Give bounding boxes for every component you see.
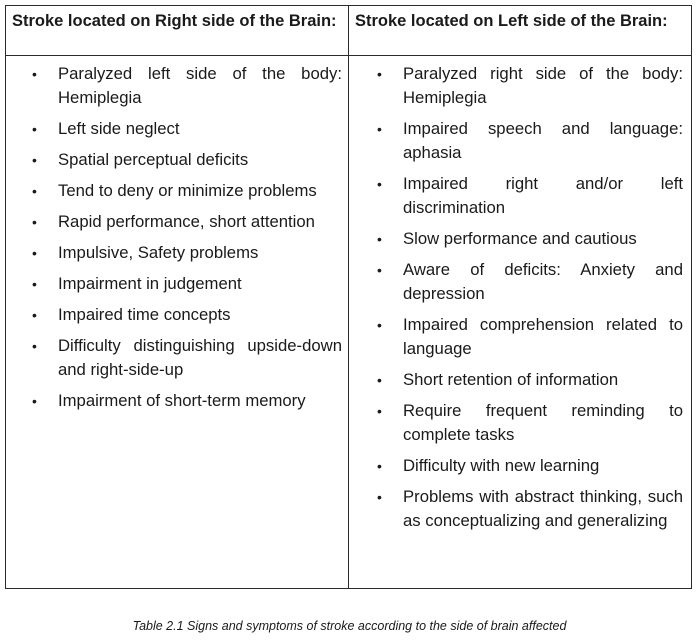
bullet-icon: • (377, 262, 382, 278)
bullet-icon: • (32, 276, 37, 292)
bullet-icon: • (377, 121, 382, 137)
left-side-stroke-header: Stroke located on Left side of the Brain: (349, 6, 691, 56)
list-item-text: Impaired right and/or left discrimination (403, 174, 683, 217)
left-side-symptom-list (349, 56, 691, 533)
list-item-text: Impaired comprehension related to language (403, 315, 683, 358)
right-side-symptom-list (6, 56, 348, 413)
list-item-text: Impaired speech and language: aphasia (403, 119, 683, 162)
list-item (377, 172, 683, 220)
bullet-icon: • (377, 66, 382, 82)
list-item (32, 334, 342, 382)
bullet-icon: • (377, 489, 382, 505)
list-item-text: Rapid performance, short attention (58, 212, 315, 231)
bullet-icon: • (32, 66, 37, 82)
list-item-text: Impaired time concepts (58, 305, 231, 324)
list-item (32, 148, 342, 172)
bullet-icon: • (32, 152, 37, 168)
list-item-text: Require frequent reminding to complete tasks (403, 401, 683, 444)
list-item-text: Impairment in judgement (58, 274, 242, 293)
table-caption: Table 2.1 Signs and symptoms of stroke according to the side of brain affected (132, 619, 567, 633)
list-item-text: Impairment of short-term memory (58, 391, 306, 410)
list-item (377, 368, 683, 392)
list-item-text: Aware of deficits: Anxiety and depression (403, 260, 683, 303)
list-item (377, 117, 683, 165)
bullet-icon: • (377, 176, 382, 192)
bullet-icon: • (32, 338, 37, 354)
list-item (377, 313, 683, 361)
list-item (32, 179, 342, 203)
bullet-icon: • (377, 403, 382, 419)
list-item (32, 117, 342, 141)
list-item-text: Paralyzed left side of the body: Hemiplegia (58, 64, 342, 107)
list-item (377, 485, 683, 533)
right-side-stroke-column (6, 56, 349, 588)
bullet-icon: • (377, 458, 382, 474)
bullet-icon: • (32, 183, 37, 199)
list-item (32, 241, 342, 265)
list-item-text: Short retention of information (403, 370, 619, 389)
right-side-stroke-header: Stroke located on Right side of the Brain: (6, 6, 349, 56)
list-item (377, 454, 683, 478)
list-item-text: Impulsive, Safety problems (58, 243, 259, 262)
list-item (377, 399, 683, 447)
bullet-icon: • (32, 121, 37, 137)
bullet-icon: • (32, 214, 37, 230)
list-item-text: Paralyzed right side of the body: Hemiplegia (403, 64, 683, 107)
list-item (32, 303, 342, 327)
bullet-icon: • (32, 245, 37, 261)
list-item-text: Difficulty distinguishing upside-down and right-side-up (58, 336, 342, 379)
left-side-stroke-column (349, 56, 691, 588)
bullet-icon: • (377, 372, 382, 388)
list-item (32, 272, 342, 296)
list-item (377, 62, 683, 110)
list-item (32, 62, 342, 110)
list-item (377, 227, 683, 251)
bullet-icon: • (377, 231, 382, 247)
bullet-icon: • (32, 393, 37, 409)
list-item-text: Tend to deny or minimize problems (58, 181, 317, 200)
list-item-text: Difficulty with new learning (403, 456, 600, 475)
list-item-text: Problems with abstract thinking, such as conceptualizing and generalizing (403, 487, 683, 530)
list-item (377, 258, 683, 306)
list-item (32, 389, 342, 413)
comparison-table (5, 5, 692, 589)
list-item-text: Slow performance and cautious (403, 229, 637, 248)
bullet-icon: • (377, 317, 382, 333)
list-item (32, 210, 342, 234)
list-item-text: Spatial perceptual deficits (58, 150, 249, 169)
list-item-text: Left side neglect (58, 119, 180, 138)
bullet-icon: • (32, 307, 37, 323)
